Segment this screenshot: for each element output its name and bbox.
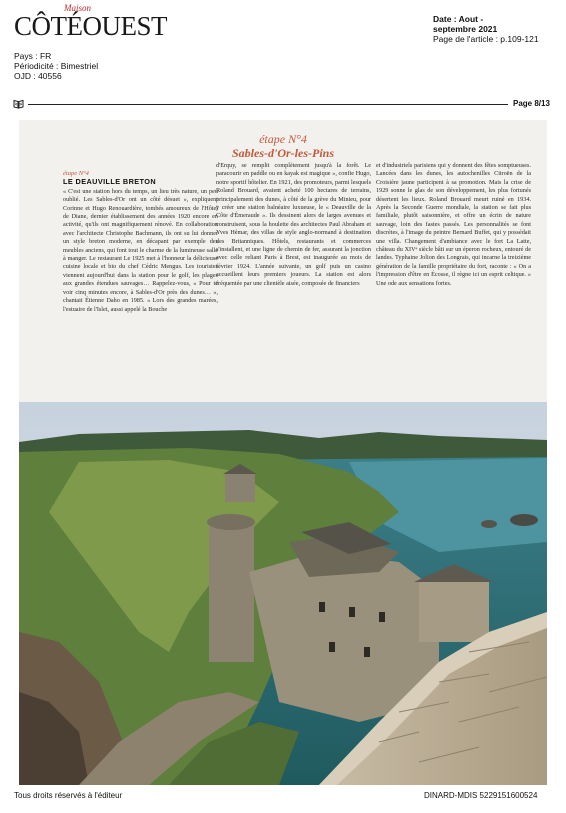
column-text-3: et d'industriels parisiens qui y donnent des fêtes somptueuses. Lancées dans les dunes, les autochenilles Citroën de la Croisière jaune participent à sa promotion. Mais la crise de 1929 sonne le glas de son développement, les plus fortunés désertent les lieux. Roland Brouard meurt ruiné en 1934. Après la Seconde Guerre mondiale, la station se fait plus familiale, plutôt saisonnière, et offre un écrin de nature sauvage, loin des fastes passés. Les personnalités se font discrètes, à l'image du peintre Bernard Buffet, qui y possédait une villa. Changement d'ambiance avec le fort La Latte, château du XIVᵉ siècle bâti sur un éperon rocheux, entouré de landes. Typhaine Jolion des Longrais, qui incarne la treizième génération de la famille propriétaire du fort, raconte : « On a l'impression d'être en Écosse, il règne ici un esprit celtique. » Une ode aux sensations fortes. [376, 162, 531, 287]
article-column-2 [216, 162, 371, 288]
header-rule [28, 104, 508, 105]
country: Pays : FR [14, 51, 52, 61]
date-label: Date : Aout - [433, 14, 484, 24]
date-label-cont: septembre 2021 [433, 24, 498, 34]
periodicity: Périodicité : Bimestriel [14, 61, 99, 71]
column-text-2: d'Erquy, se remplit complètement jusqu'à la forêt. Le paracourir en paddle ou en kayak est magique », confie Hugo, notre sportif hôtelier. En 1921, des promoteurs, parmi lesquels Roland Brouard, avaient acheté 100 hectares de terrains, principalement des dunes, à côté de la grève du Minieu, pour y créer une station balnéaire luxueuse, le « Deauville de la Côte d'Émeraude ». Ils dessinent alors de larges avenues et construisent, sous la houlette des architectes Paul Abraham et Yves Hémar, des villas de style anglo-normand à destination des Britanniques. Hôtels, restaurants et commerces s'installent, et une ligne de chemin de fer, assurant la jonction avec celle reliant Paris à Brest, est inaugurée au mois de février 1924. L'année suivante, un golf puis un casino accueillent leurs premiers joueurs. La station est alors fréquentée par une clientèle aisée, composée de financiers [216, 162, 371, 287]
footer-code: DINARD-MDIS 5229151600524 [424, 791, 538, 800]
etape-header: étape N°4 [259, 132, 307, 146]
magazine-logo: CÔTÉOUEST [14, 11, 167, 41]
kicker: étape N°4 [63, 170, 89, 177]
brand-top-label: Maison [64, 3, 91, 13]
column-text-1: « C'est une station hors du temps, un lieu très nature, un peu oublié. Les Sables-d'Or ont un côté désuet », expliquent Corinne et Hugo Renouardière, tombés amoureux de l'Hôtel de Diane, dernier établissement des années 1920 encore en activité, qu'ils ont magnifiquement rénové. En collaboration avec l'architecte Christophe Bachmann, ils ont su lui donner un style breton moderne, en décapant par exemple des meubles anciens, qui font tout le charme de la lumineuse salle à manger. Le restaurant Le 1925 met à l'honneur la délicieuse cuisine locale et bio du chef Cédric Mengus. Les touristes viennent aujourd'hui dans la station pour le golf, les plages aux grandes étendues sauvages… Rappelez-vous, « Pour te voir cinq minutes encore, à Sables-d'Or près des dunes… », chantait Étienne Daho en 1985. « Lors des grandes marées, l'estuaire de l'Islet, aussi appelé la Bouche [63, 187, 218, 313]
meta-block [433, 14, 558, 44]
fort-photo [19, 402, 547, 785]
footer-rights: Tous droits réservés à l'éditeur [14, 791, 123, 800]
ojd: OJD : 40556 [14, 71, 62, 81]
etape-title: Sables-d'Or-les-Pins [232, 146, 334, 160]
article-column-1 [63, 170, 218, 314]
book-icon [13, 99, 24, 109]
page-ref: Page de l'article : p.109-121 [433, 34, 539, 44]
source-info [14, 51, 98, 81]
article-column-3 [376, 162, 531, 288]
page-number: Page 8/13 [513, 99, 550, 108]
kicker-title: LE DEAUVILLE BRETON [63, 177, 157, 187]
article-scan [19, 120, 547, 785]
